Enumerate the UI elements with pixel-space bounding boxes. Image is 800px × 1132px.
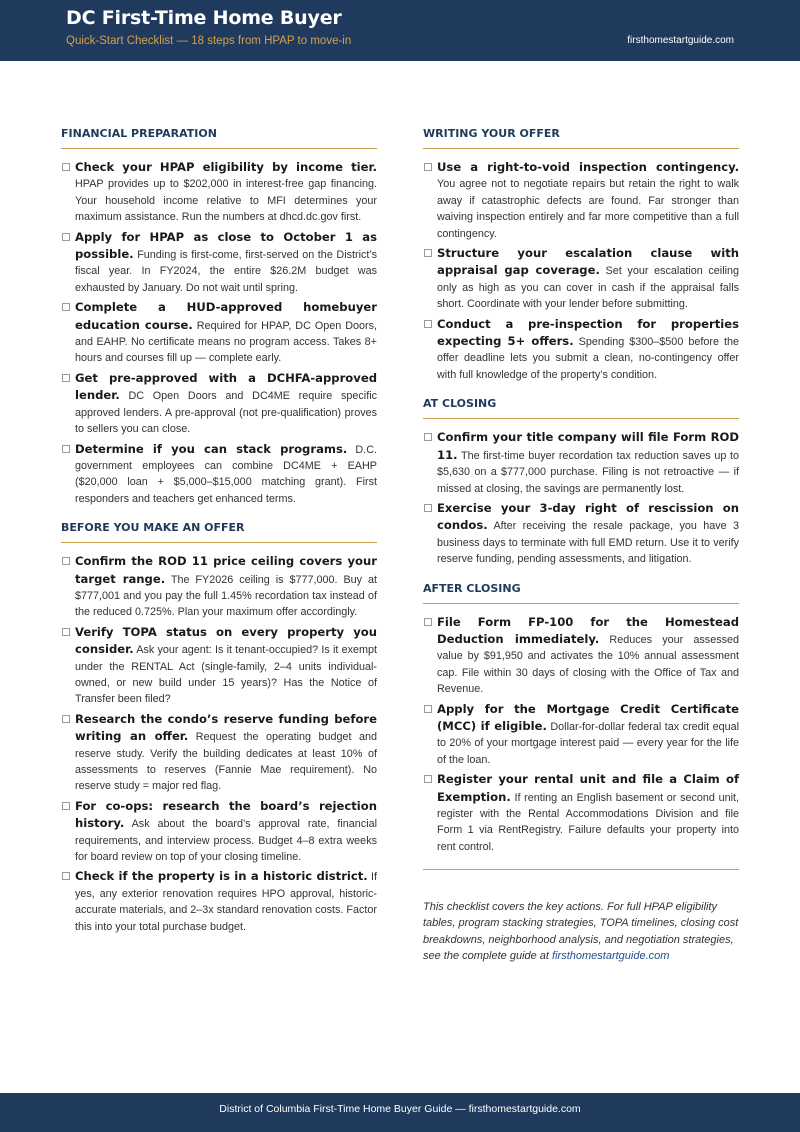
item-title: Confirm the ROD 11 price ceiling covers your target range. [75,554,377,586]
checklist-item [61,711,377,795]
section-heading: AFTER CLOSING [423,582,739,604]
section-at-closing [423,397,739,567]
guide-link[interactable]: firsthomestartguide.com [552,949,670,962]
checkbox[interactable] [424,504,432,512]
header-url: firsthomestartguide.com [627,35,734,46]
item-body: Request the operating budget and reserve study. Verify the building dedicates at least 10% of assessments to reserves (Fannie Mae requirement). No reserve study = major red flag. [75,731,377,793]
checklist-item [61,229,377,297]
item-body: DC Open Doors and DC4ME require specific approved lenders. A pre-approval (not pre-qualification) proves to sellers you can close. [75,390,377,436]
checklist-item [61,798,377,866]
item-title: Research the condo’s reserve funding before writing an offer. [75,711,377,744]
item-body: HPAP provides up to $202,000 in interest-free gap financing. Your household income relative to MFI determines your maximum assistance. Run the numbers at dhcd.dc.gov first. [75,178,377,224]
item-title: Confirm your title company will file Form ROD 11. [437,430,739,462]
item-title: Exercise your 3-day right of rescission on condos. [437,500,739,533]
checkbox[interactable] [62,557,70,565]
checklist-item [61,868,377,935]
checklist-item [423,159,739,242]
checkbox[interactable] [424,320,432,328]
checklist-item [423,701,739,769]
item-body: Funding is first-come, first-served on the District’s fiscal year. In FY2024, the entire $26.2M budget was exhausted by January. Do not wait until spring. [75,249,378,294]
guide-note [423,899,739,964]
checklist-item [423,771,739,855]
item-title: Check your HPAP eligibility by income tier. [75,160,377,174]
checkbox[interactable] [424,705,432,713]
item-body: Spending $300–$500 before the offer deadline lets you submit a clean, no-contingency offer with full knowledge of the property’s condition. [437,336,739,381]
checkbox[interactable] [62,872,70,880]
item-title: Conduct a pre-inspection for properties expecting 5+ offers. [437,316,739,349]
item-body: Ask your agent: Is it tenant-occupied? Is it exempt under the RENTAL Act (single-family, 2–4 units individual-owned, or new build under 15 years)? Has the Notice of Transfer been filed? [75,644,377,706]
left-column [61,127,377,938]
checklist-item [61,299,377,367]
item-title: Verify TOPA status on every property you consider. [75,624,377,657]
item-body: If renting an English basement or second unit, register with the Rental Accommodations Division and file Form 1 via RentRegistry. Failure defaults your property into rent control. [437,791,740,853]
checkbox[interactable] [424,775,432,783]
item-title: Determine if you can stack programs. [75,441,348,456]
checkbox[interactable] [62,374,70,382]
page-title: DC First-Time Home Buyer [66,7,342,29]
item-title: Use a right-to-void inspection contingency. [437,160,739,174]
checkbox[interactable] [62,802,70,810]
page-header [0,0,800,61]
checklist-item [61,441,377,508]
checkbox[interactable] [424,249,432,257]
checkbox[interactable] [62,628,70,636]
item-body: Dollar-for-dollar federal tax credit equal to 20% of your mortgage interest paid — every year for the life of the loan. [437,720,739,766]
checklist-item [423,316,739,384]
checklist-item [61,370,377,438]
item-body: Ask about the board’s approval rate, financial requirements, and interview process. Budget 4–8 extra weeks for board review on top of your closing timeline. [75,818,377,864]
checklist-item [423,429,739,497]
item-body: After receiving the resale package, you have 3 business days to terminate with full EMD return. Use it to verify reserve funding, pending assessments, and litigation. [437,520,739,566]
section-heading: WRITING YOUR OFFER [423,127,739,149]
section-financial-preparation [61,127,377,507]
item-body: The FY2026 ceiling is $777,000. Buy at $777,001 and you pay the full 1.45% recordation tax instead of the reduced 0.725%. Plan your maximum offer accordingly. [75,573,378,619]
item-title: For co-ops: research the board’s rejection history. [75,798,377,831]
item-body: The first-time buyer recordation tax reduction saves up to $5,630 on a $777,000 purchase. Filing is not retroactive — if missed at closing, the savings are permanently lost. [437,449,739,495]
section-heading: AT CLOSING [423,397,739,419]
checklist-item [423,614,739,698]
item-body: You agree not to negotiate repairs but retain the right to walk away if catastrophic defects are found. Far stronger than waiving inspection entirely and far more competitive than a full contingency. [437,178,739,240]
section-heading: FINANCIAL PREPARATION [61,127,377,149]
checkbox[interactable] [62,163,70,171]
item-title: Register your rental unit and file a Claim of Exemption. [437,772,739,804]
checklist-item [61,553,377,621]
checkbox[interactable] [62,233,70,241]
item-title: Structure your escalation clause with appraisal gap coverage. [437,246,739,278]
page-footer [0,1093,800,1132]
right-column [423,127,739,964]
checkbox[interactable] [62,445,70,453]
page-subtitle: Quick-Start Checklist — 18 steps from HPAP to move-in [66,35,352,47]
item-body: Reduces your assessed value by $91,950 and activates the 10% annual assessment cap. File within 30 days of closing with the Office of Tax and Revenue. [437,633,740,696]
item-title: Complete a HUD-approved homebuyer education course. [75,300,377,332]
item-body: D.C. government employees can combine DC4ME + EAHP ($20,000 loan + $5,000–$15,000 matching grant). First responders and teachers get enhanced terms. [75,443,378,505]
divider [423,869,739,870]
footer-text: District of Columbia First-Time Home Buyer Guide — firsthomestartguide.com [219,1103,581,1115]
item-title: Apply for the Mortgage Credit Certificate (MCC) if eligible. [437,701,739,733]
checklist-item [423,500,739,568]
item-title: Check if the property is in a historic district. [75,869,368,884]
item-title: Apply for HPAP as close to October 1 as possible. [75,229,377,262]
checkbox[interactable] [424,618,432,626]
checklist-item [61,624,377,708]
item-title: File Form FP-100 for the Homestead Deduction immediately. [437,614,739,646]
item-body: Required for HPAP, DC Open Doors, and EAHP. No certificate means no program access. Takes 8+ hours and courses fill up — complete early. [75,319,378,365]
checkbox[interactable] [424,433,432,441]
checklist-item [423,245,739,313]
checklist-item [61,159,377,226]
item-body: Set your escalation ceiling only as high as you can cover in cash if the appraisal falls short. Coordinate with your lender before submitting. [437,265,740,311]
item-title: Get pre-approved with a DCHFA-approved lender. [75,370,377,403]
checkbox[interactable] [424,163,432,171]
checkbox[interactable] [62,715,70,723]
section-after-closing [423,582,739,856]
note-text: This checklist covers the key actions. For full HPAP eligibility tables, program stacking strategies, TOPA timelines, closing cost breakdowns, neighborhood analysis, and negotiation strategies, see the complete guide at [423,901,739,962]
checkbox[interactable] [62,303,70,311]
section-writing-offer [423,127,739,383]
section-heading: BEFORE YOU MAKE AN OFFER [61,521,377,543]
section-before-offer [61,521,377,935]
item-body: If yes, any exterior renovation requires HPO approval, historic-accurate materials, and 2–3x standard renovation costs. Factor this into your total purchase budget. [75,871,377,933]
